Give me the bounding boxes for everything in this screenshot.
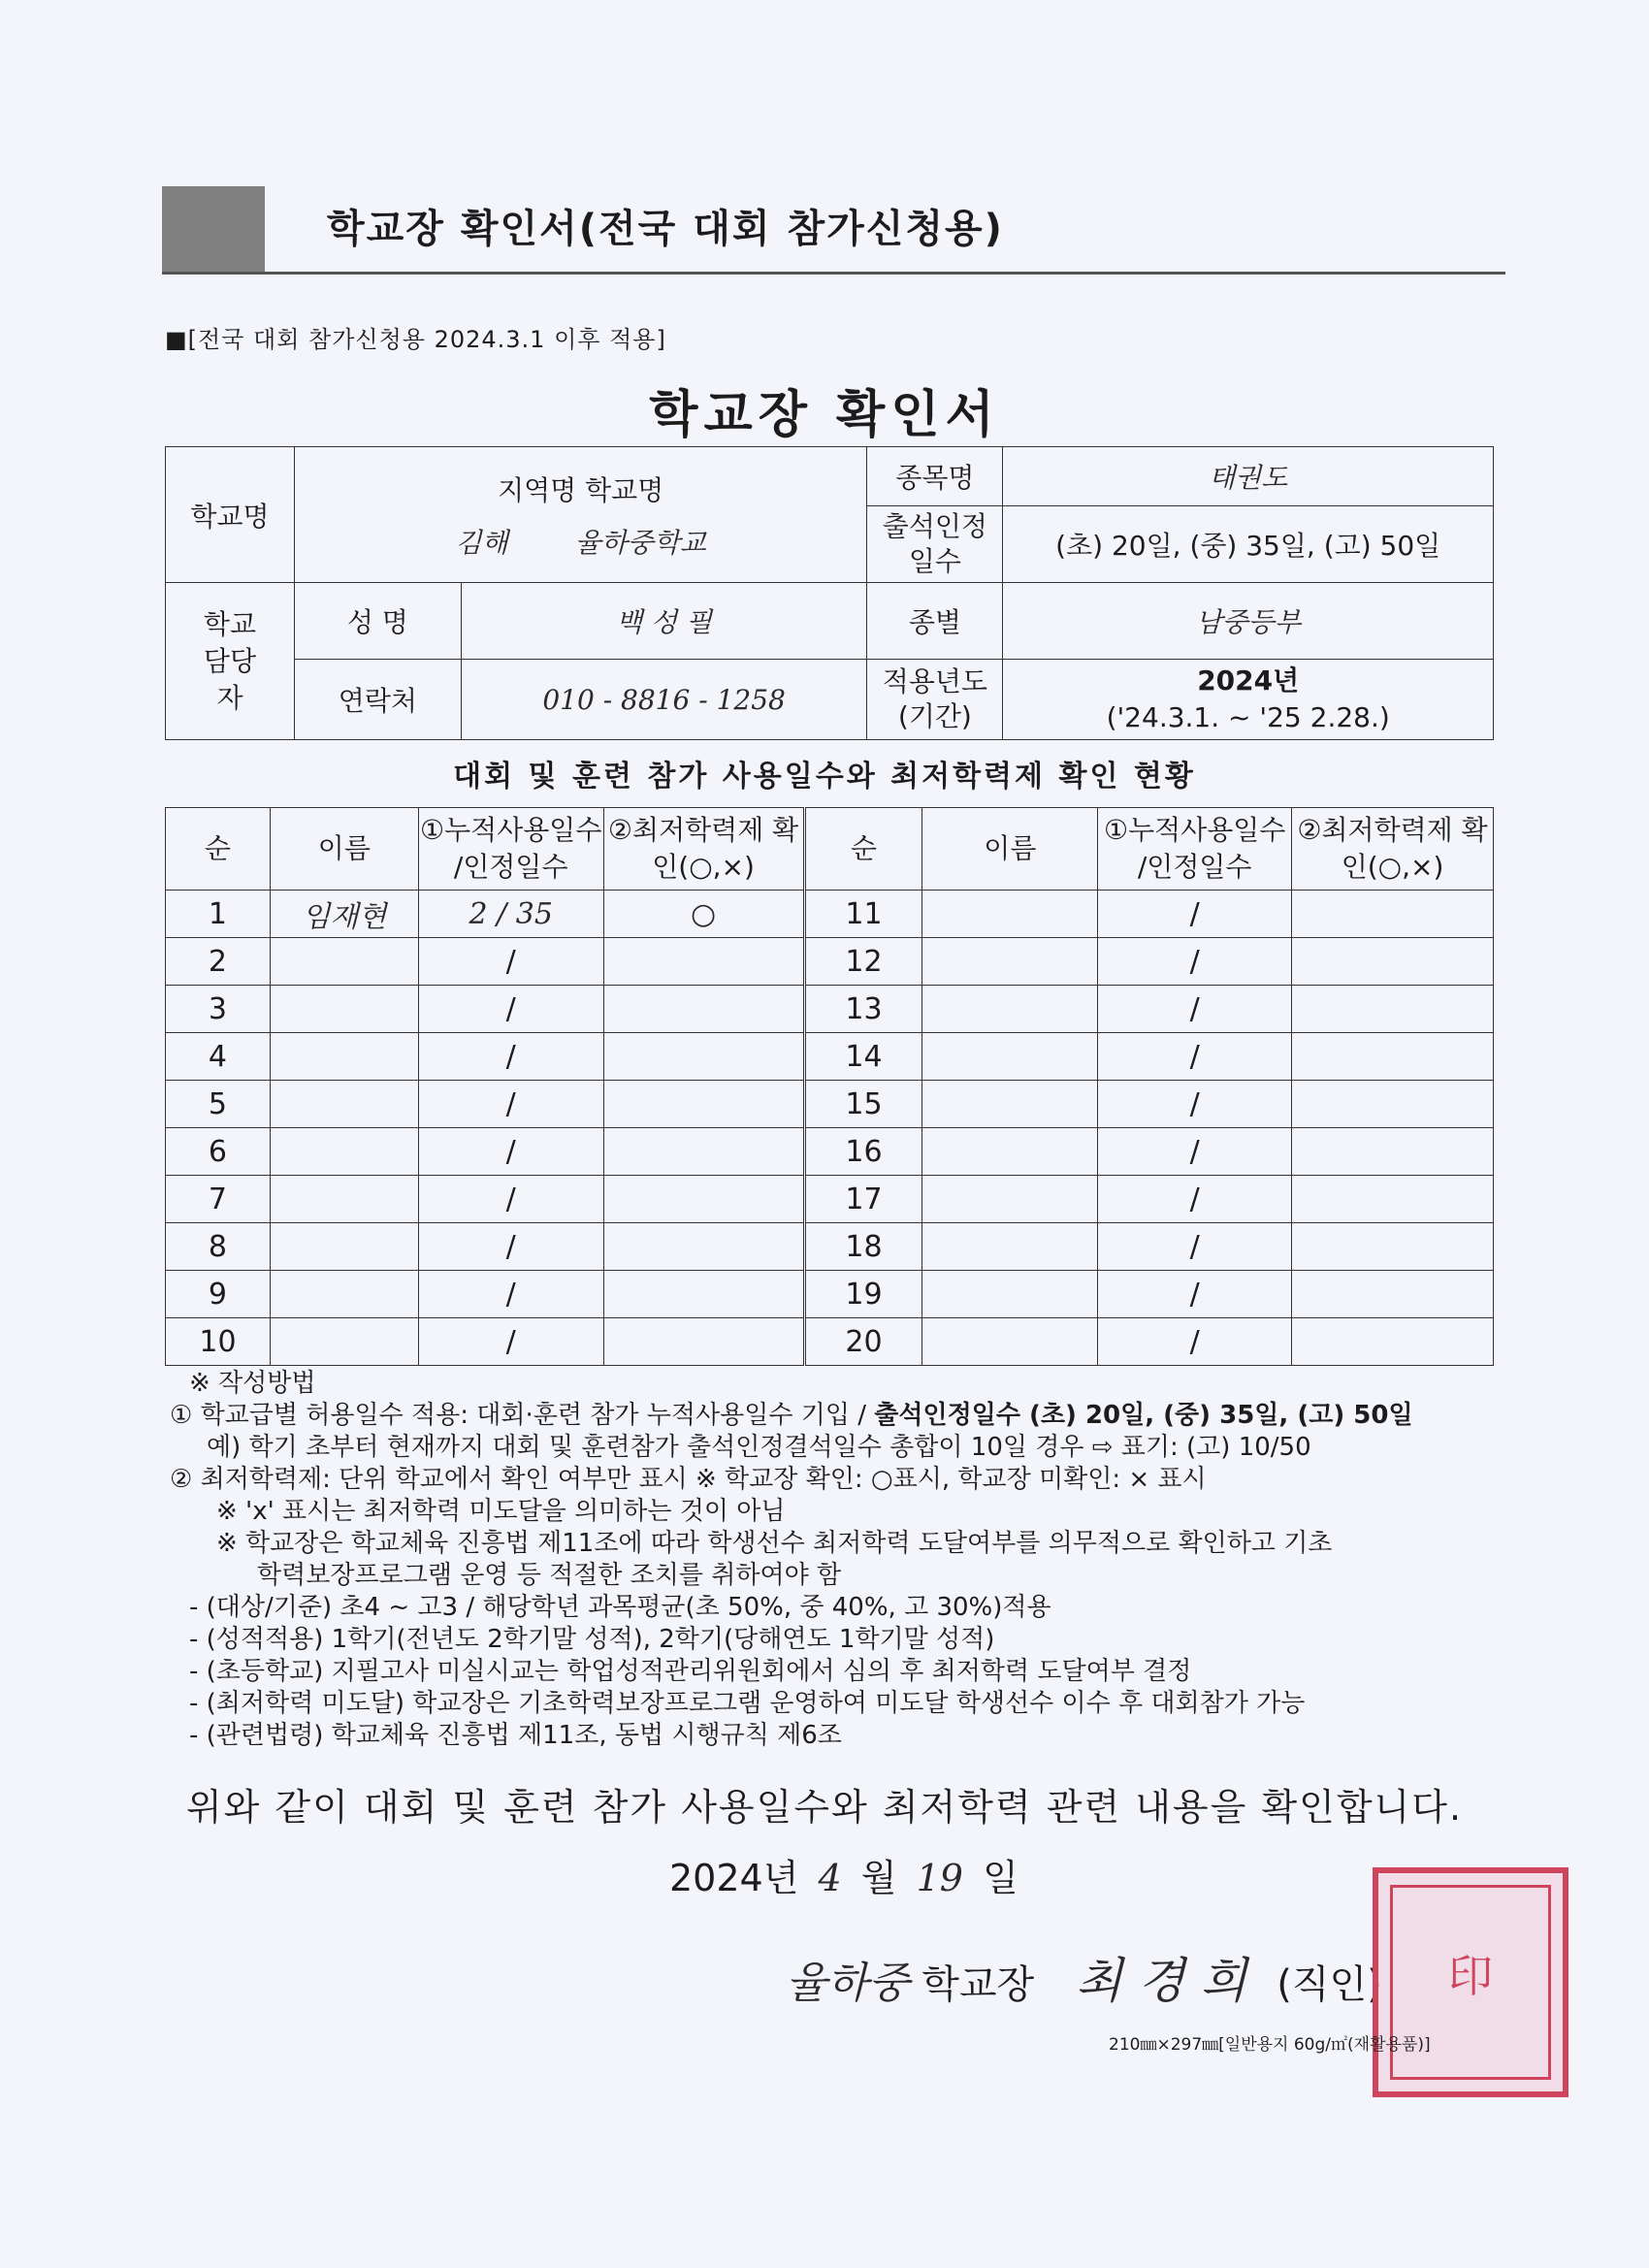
col-name-left: 이름 bbox=[270, 808, 418, 891]
cell-check bbox=[603, 1081, 804, 1128]
note-item-2: ② 최저학력제: 단위 학교에서 확인 여부만 표시 ※ 학교장 확인: ○표시, 학교장 미확인: × 표시 bbox=[170, 1465, 1207, 1494]
cell-check bbox=[1292, 1176, 1494, 1223]
cell-check bbox=[1292, 1081, 1494, 1128]
cell-days: / bbox=[1098, 1033, 1292, 1081]
school-signature: 율하중 bbox=[786, 1959, 910, 2008]
cell-check bbox=[1292, 1128, 1494, 1176]
table-row bbox=[166, 1223, 1494, 1271]
cell-check bbox=[603, 1128, 804, 1176]
cell-name bbox=[270, 1271, 418, 1318]
seal-glyph-icon: 印 bbox=[1448, 1950, 1493, 2002]
cell-days: / bbox=[418, 1033, 603, 1081]
cell-no: 4 bbox=[166, 1033, 271, 1081]
cell-check bbox=[1292, 1318, 1494, 1366]
attendance-label: 출석인정 일수 bbox=[867, 506, 1003, 583]
name-label: 성 명 bbox=[294, 583, 461, 660]
date-year: 2024년 bbox=[669, 1857, 799, 1899]
cell-days: / bbox=[418, 1176, 603, 1223]
cell-days: / bbox=[1098, 1223, 1292, 1271]
cell-name bbox=[270, 938, 418, 986]
cell-check bbox=[603, 1033, 804, 1081]
roster-body bbox=[166, 891, 1494, 1366]
col-days-left: ①누적사용일수 /인정일수 bbox=[418, 808, 603, 891]
cell-name bbox=[922, 1081, 1098, 1128]
header-title: 학교장 확인서(전국 대회 참가신청용) bbox=[327, 207, 1004, 251]
note-item-2-note-1: ※ 'x' 표시는 최저학력 미도달을 의미하는 것이 아님 bbox=[216, 1497, 786, 1526]
cell-no: 7 bbox=[166, 1176, 271, 1223]
note-bullet: - (대상/기준) 초4 ~ 고3 / 해당학년 과목평균(초 50%, 중 40%, 고 30%)적용 bbox=[189, 1593, 1051, 1622]
school-cell bbox=[294, 447, 866, 583]
col-no-left: 순 bbox=[166, 808, 271, 891]
table-row bbox=[166, 986, 1494, 1033]
col-no-right: 순 bbox=[804, 808, 922, 891]
cell-no: 12 bbox=[804, 938, 922, 986]
school-name: 율하중학교 bbox=[574, 526, 706, 559]
table-row bbox=[166, 1128, 1494, 1176]
sport-label: 종목명 bbox=[867, 447, 1003, 506]
cell-check: ○ bbox=[603, 891, 804, 938]
cell-name bbox=[922, 891, 1098, 938]
header-accent-block bbox=[162, 186, 265, 272]
col-check-left: ②최저학력제 확인(○,×) bbox=[603, 808, 804, 891]
cell-no: 1 bbox=[166, 891, 271, 938]
document-title: 학교장 확인서 bbox=[649, 386, 1000, 444]
cell-days: / bbox=[1098, 1318, 1292, 1366]
notes-heading: ※ 작성방법 bbox=[189, 1369, 316, 1398]
table-row bbox=[166, 1271, 1494, 1318]
cell-name bbox=[922, 1176, 1098, 1223]
cell-check bbox=[1292, 1223, 1494, 1271]
cell-no: 16 bbox=[804, 1128, 922, 1176]
table-row bbox=[166, 891, 1494, 938]
note-item-1-example: 예) 학기 초부터 현재까지 대회 및 훈련참가 출석인정결석일수 총합이 10일 경우 ⇨ 표기: (고) 10/50 bbox=[207, 1433, 1311, 1462]
cell-days: / bbox=[1098, 938, 1292, 986]
cell-days: / bbox=[418, 986, 603, 1033]
header-bar bbox=[162, 186, 1505, 275]
cell-name bbox=[270, 1033, 418, 1081]
cell-check bbox=[603, 986, 804, 1033]
cell-name bbox=[922, 1271, 1098, 1318]
date-day: 19 bbox=[916, 1857, 963, 1899]
date-day-unit: 일 bbox=[983, 1857, 1018, 1899]
cell-name bbox=[922, 938, 1098, 986]
cell-name bbox=[922, 1033, 1098, 1081]
cell-no: 6 bbox=[166, 1128, 271, 1176]
cell-no: 15 bbox=[804, 1081, 922, 1128]
principal-signature: 최 경 희 bbox=[1075, 1953, 1247, 2009]
status-title: 대회 및 훈련 참가 사용일수와 최저학력제 확인 현황 bbox=[453, 760, 1196, 794]
cell-days: / bbox=[1098, 1271, 1292, 1318]
cell-name bbox=[922, 1128, 1098, 1176]
cell-name bbox=[922, 986, 1098, 1033]
cell-check bbox=[603, 938, 804, 986]
cell-no: 3 bbox=[166, 986, 271, 1033]
principal-label: 학교장 bbox=[922, 1962, 1035, 2007]
cell-no: 9 bbox=[166, 1271, 271, 1318]
year-label: 적용년도 (기간) bbox=[867, 660, 1003, 740]
period-value: ('24.3.1. ~ '25 2.28.) bbox=[1106, 701, 1390, 733]
cell-no: 13 bbox=[804, 986, 922, 1033]
cell-no: 20 bbox=[804, 1318, 922, 1366]
roster-table bbox=[165, 807, 1494, 1366]
sport-value: 태권도 bbox=[1003, 447, 1494, 506]
contact-label: 연락처 bbox=[294, 660, 461, 740]
col-name-right: 이름 bbox=[922, 808, 1098, 891]
cell-name bbox=[270, 1081, 418, 1128]
cell-days: / bbox=[418, 1223, 603, 1271]
cell-no: 5 bbox=[166, 1081, 271, 1128]
cell-name bbox=[270, 1128, 418, 1176]
cell-no: 17 bbox=[804, 1176, 922, 1223]
cell-check bbox=[1292, 1271, 1494, 1318]
col-days-right: ①누적사용일수 /인정일수 bbox=[1098, 808, 1292, 891]
cell-check bbox=[1292, 891, 1494, 938]
cell-days: / bbox=[1098, 986, 1292, 1033]
table-row bbox=[166, 1176, 1494, 1223]
date-month-unit: 월 bbox=[860, 1857, 897, 1899]
cell-days: / bbox=[1098, 891, 1292, 938]
confirmation-statement: 위와 같이 대회 및 훈련 참가 사용일수와 최저학력 관련 내용을 확인합니다. bbox=[185, 1786, 1464, 1829]
contact-value: 010 - 8816 - 1258 bbox=[461, 660, 867, 740]
date-line bbox=[669, 1848, 1018, 1901]
cell-no: 14 bbox=[804, 1033, 922, 1081]
principal-signature-line bbox=[786, 1942, 1382, 2012]
col-check-right: ②최저학력제 확인(○,×) bbox=[1292, 808, 1494, 891]
cell-check bbox=[603, 1271, 804, 1318]
cell-days: / bbox=[418, 1318, 603, 1366]
attendance-value: (초) 20일, (중) 35일, (고) 50일 bbox=[1003, 506, 1494, 583]
cell-check bbox=[603, 1176, 804, 1223]
cell-days: / bbox=[1098, 1128, 1292, 1176]
cell-name bbox=[270, 1223, 418, 1271]
info-table bbox=[165, 446, 1494, 740]
school-hint: 지역명 학교명 bbox=[498, 473, 664, 506]
name-value: 백 성 필 bbox=[461, 583, 867, 660]
date-month: 4 bbox=[818, 1857, 842, 1899]
table-row bbox=[166, 1318, 1494, 1366]
cell-no: 8 bbox=[166, 1223, 271, 1271]
note-bullet: - (최저학력 미도달) 학교장은 기초학력보장프로그램 운영하여 미도달 학생선수 이수 후 대회참가 가능 bbox=[189, 1689, 1306, 1718]
cell-check bbox=[1292, 986, 1494, 1033]
school-handwritten bbox=[295, 522, 866, 561]
official-seal-stamp bbox=[1373, 1867, 1568, 2097]
scope-note: ■[전국 대회 참가신청용 2024.3.1 이후 적용] bbox=[165, 326, 666, 353]
note-item-1: ① 학교급별 허용일수 적용: 대회·훈련 참가 누적사용일수 기입 / 출석인정일수 (초) 20일, (중) 35일, (고) 50일 bbox=[170, 1401, 1413, 1430]
cell-no: 18 bbox=[804, 1223, 922, 1271]
cell-days: / bbox=[1098, 1176, 1292, 1223]
table-row bbox=[166, 938, 1494, 986]
cell-name bbox=[270, 986, 418, 1033]
cell-name bbox=[270, 1318, 418, 1366]
cell-days: / bbox=[418, 1128, 603, 1176]
cell-name bbox=[270, 1176, 418, 1223]
instructions bbox=[170, 1368, 1518, 1752]
year-value: 2024년 bbox=[1197, 664, 1300, 697]
cell-check bbox=[1292, 938, 1494, 986]
cell-days: / bbox=[1098, 1081, 1292, 1128]
cell-no: 10 bbox=[166, 1318, 271, 1366]
school-region: 김해 bbox=[455, 526, 508, 559]
cell-days: 2 / 35 bbox=[418, 891, 603, 938]
manager-label: 학교 담당자 bbox=[166, 583, 295, 740]
category-value: 남중등부 bbox=[1003, 583, 1494, 660]
note-bullet: - (관련법령) 학교체육 진흥법 제11조, 동법 시행규칙 제6조 bbox=[189, 1721, 842, 1750]
cell-check bbox=[603, 1318, 804, 1366]
cell-no: 19 bbox=[804, 1271, 922, 1318]
category-label: 종별 bbox=[867, 583, 1003, 660]
cell-check bbox=[603, 1223, 804, 1271]
note-bullet: - (초등학교) 지필고사 미실시교는 학업성적관리위원회에서 심의 후 최저학력 도달여부 결정 bbox=[189, 1657, 1192, 1686]
paper-spec: 210㎜×297㎜[일반용지 60g/㎡(재활용품)] bbox=[1109, 2035, 1431, 2055]
year-cell bbox=[1003, 660, 1494, 740]
table-row bbox=[166, 1081, 1494, 1128]
cell-days: / bbox=[418, 938, 603, 986]
school-label: 학교명 bbox=[166, 447, 295, 583]
note-item-2-note-2b: 학력보장프로그램 운영 등 적절한 조치를 취하여야 함 bbox=[257, 1561, 842, 1590]
cell-check bbox=[1292, 1033, 1494, 1081]
table-row bbox=[166, 1033, 1494, 1081]
note-item-2-note-2: ※ 학교장은 학교체육 진흥법 제11조에 따라 학생선수 최저학력 도달여부를 의무적으로 확인하고 기초 bbox=[216, 1529, 1333, 1558]
cell-name bbox=[922, 1318, 1098, 1366]
cell-no: 2 bbox=[166, 938, 271, 986]
cell-no: 11 bbox=[804, 891, 922, 938]
note-bullet: - (성적적용) 1학기(전년도 2학기말 성적), 2학기(당해연도 1학기말 성적) bbox=[189, 1625, 995, 1654]
cell-days: / bbox=[418, 1271, 603, 1318]
cell-name: 임재현 bbox=[270, 891, 418, 938]
cell-days: / bbox=[418, 1081, 603, 1128]
cell-name bbox=[922, 1223, 1098, 1271]
seal-label: (직인) bbox=[1277, 1962, 1382, 2007]
